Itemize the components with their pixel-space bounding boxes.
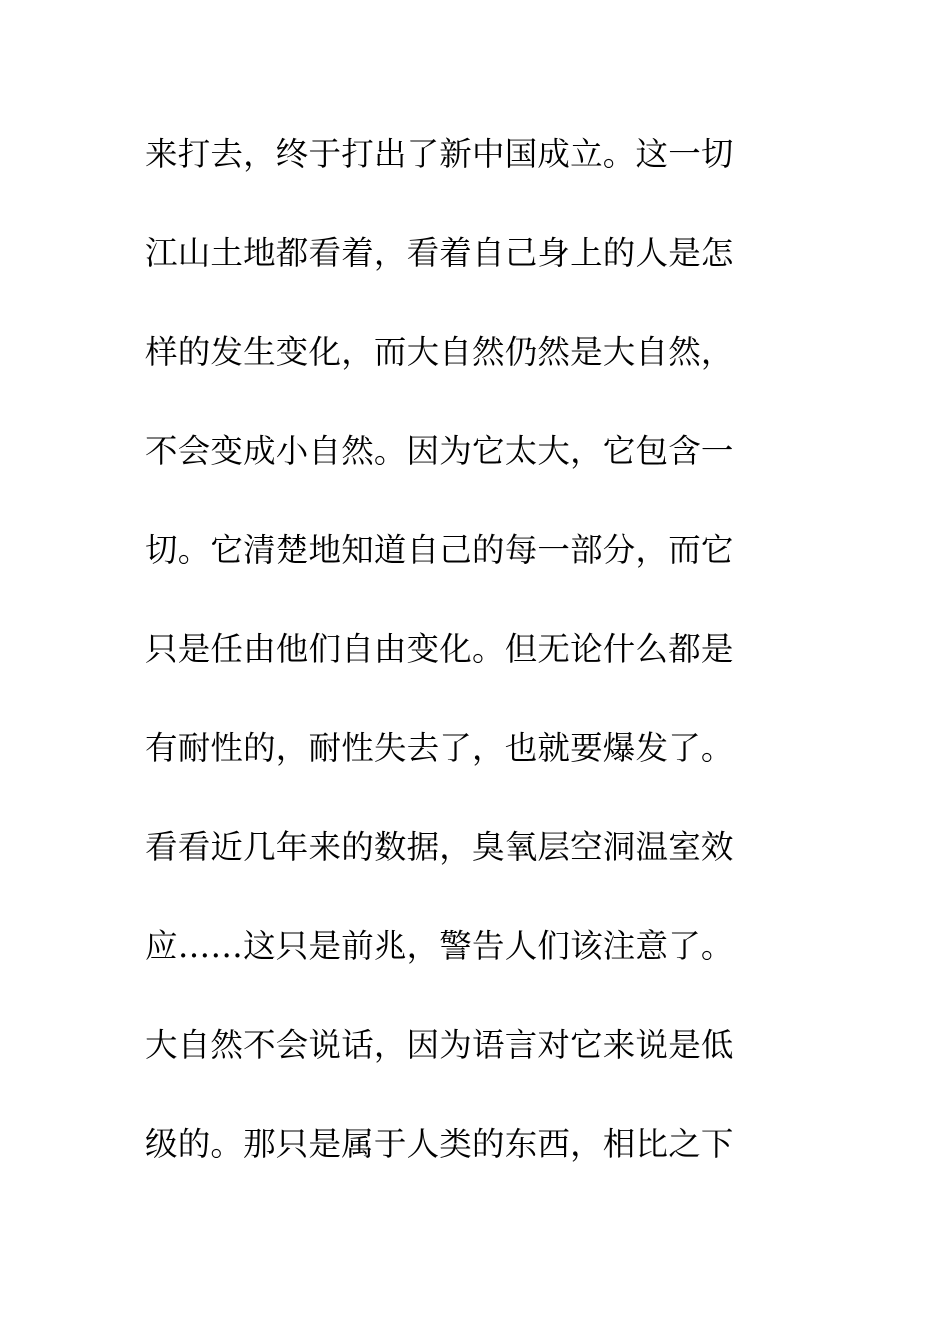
- text-line: 只是任由他们自由变化。但无论什么都是: [145, 630, 734, 668]
- text-line: 应……这只是前兆，警告人们该注意了。: [145, 927, 734, 965]
- text-line: 看看近几年来的数据，臭氧层空洞温室效: [145, 828, 734, 866]
- text-line: 大自然不会说话，因为语言对它来说是低: [145, 1026, 734, 1064]
- body-text: [145, 126, 825, 1215]
- text-line: 样的发生变化，而大自然仍然是大自然，: [145, 333, 734, 371]
- text-line: 不会变成小自然。因为它太大，它包含一: [145, 432, 734, 470]
- text-line: 级的。那只是属于人类的东西，相比之下: [145, 1125, 734, 1163]
- text-line: 江山土地都看着，看着自己身上的人是怎: [145, 234, 734, 272]
- text-line: 有耐性的，耐性失去了，也就要爆发了。: [145, 729, 734, 767]
- text-line: 来打去，终于打出了新中国成立。这一切: [145, 135, 734, 173]
- text-line: 切。它清楚地知道自己的每一部分，而它: [145, 531, 734, 569]
